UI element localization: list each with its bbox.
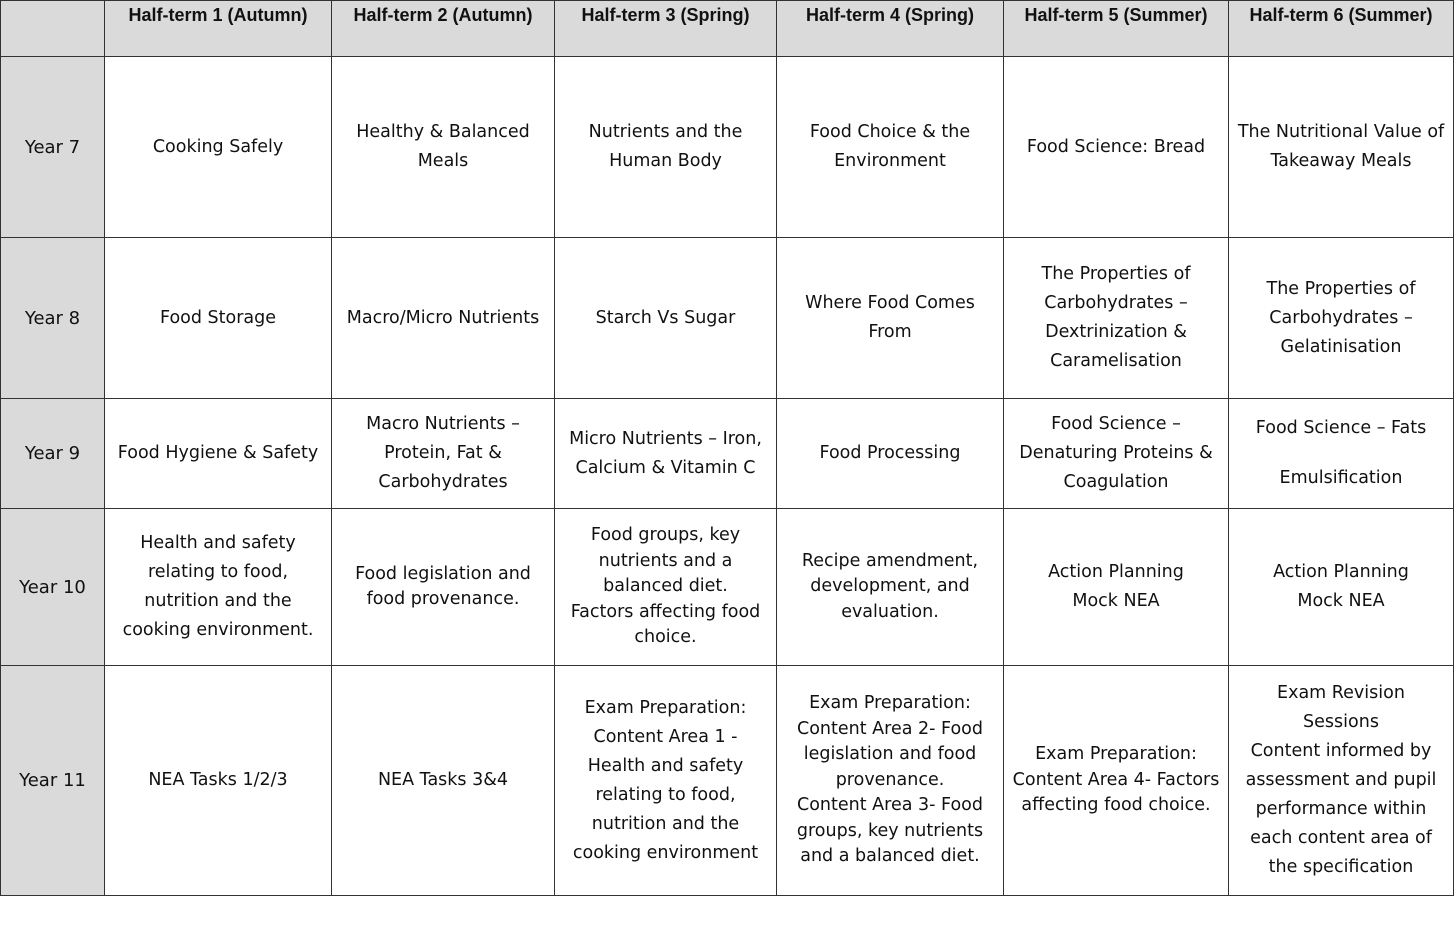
line-gap [1237, 443, 1445, 464]
year-label: Year 7 [1, 57, 105, 238]
topic-cell [1004, 57, 1229, 238]
topic-line: Food Science – Fats [1255, 418, 1427, 438]
topic-line: Food Hygiene & Safety [117, 443, 319, 463]
topic-line: Recipe amendment, [801, 550, 979, 571]
topic-line: Nutrients and the [588, 122, 743, 142]
topic-cell [105, 238, 332, 399]
topic-line: Macro Nutrients – [366, 414, 520, 434]
year-label: Year 10 [1, 509, 105, 666]
topic-cell [777, 666, 1004, 896]
topic-cell [1229, 399, 1454, 509]
topic-line: From [868, 322, 912, 342]
topic-cell [332, 399, 555, 509]
topic-line: Mock NEA [1297, 591, 1385, 611]
topic-line: Environment [834, 151, 946, 171]
topic-line: relating to food, [595, 784, 736, 805]
header-half-term-5: Half-term 5 (Summer) [1004, 1, 1229, 57]
topic-cell [105, 666, 332, 896]
topic-line: Exam Preparation: [1035, 744, 1197, 765]
topic-line: performance within [1255, 799, 1427, 819]
topic-line: legislation and food [803, 744, 977, 765]
topic-cell [1004, 509, 1229, 666]
topic-line: development, and [810, 576, 970, 597]
topic-line: Calcium & Vitamin C [575, 457, 756, 478]
topic-cell [777, 57, 1004, 238]
header-half-term-4: Half-term 4 (Spring) [777, 1, 1004, 57]
header-half-term-2: Half-term 2 (Autumn) [332, 1, 555, 57]
topic-cell [1004, 399, 1229, 509]
topic-line: Mock NEA [1072, 591, 1160, 611]
topic-line: Carbohydrates – [1269, 307, 1413, 328]
topic-line: Caramelisation [1050, 351, 1182, 371]
topic-line: cooking environment. [122, 620, 314, 640]
topic-line: Content Area 3- Food [797, 795, 983, 816]
topic-line: NEA Tasks 1/2/3 [148, 770, 288, 790]
topic-line: Food Processing [819, 443, 961, 463]
topic-line: Dextrinization & [1045, 322, 1187, 342]
topic-line: The Nutritional Value of [1237, 122, 1445, 142]
year-label: Year 8 [1, 238, 105, 399]
topic-line: Food groups, key [590, 525, 741, 546]
topic-line: relating to food, [147, 562, 289, 582]
topic-line: choice. [634, 627, 697, 648]
topic-cell [1004, 238, 1229, 399]
topic-cell [105, 57, 332, 238]
topic-cell [777, 238, 1004, 399]
topic-line: and a balanced diet. [800, 846, 980, 867]
topic-cell [555, 509, 777, 666]
topic-line: Food Science – [1051, 414, 1181, 434]
topic-line: Where Food Comes [805, 293, 975, 313]
topic-line: Starch Vs Sugar [595, 307, 736, 328]
topic-line: evaluation. [841, 601, 939, 622]
topic-line: food provenance. [366, 589, 520, 609]
topic-line: groups, key nutrients [796, 820, 984, 841]
topic-line: Exam Preparation: [809, 693, 971, 714]
topic-cell [1229, 57, 1454, 238]
topic-line: Cooking Safely [152, 136, 284, 157]
topic-line: the specification [1268, 857, 1414, 877]
topic-cell [332, 666, 555, 896]
topic-line: each content area of [1250, 828, 1432, 848]
topic-line: Protein, Fat & [384, 443, 502, 463]
topic-line: The Properties of [1041, 264, 1191, 284]
topic-line: Health and safety [140, 533, 296, 553]
topic-cell [332, 238, 555, 399]
topic-line: Action Planning [1273, 562, 1409, 582]
topic-cell [555, 238, 777, 399]
topic-cell [105, 509, 332, 666]
topic-line: affecting food choice. [1021, 795, 1211, 816]
topic-line: Factors affecting food [570, 601, 761, 622]
topic-line: assessment and pupil [1245, 770, 1437, 790]
topic-line: Micro Nutrients – Iron, [569, 428, 762, 449]
topic-line: nutrients and a [598, 550, 733, 571]
topic-cell [555, 666, 777, 896]
header-half-term-1: Half-term 1 (Autumn) [105, 1, 332, 57]
topic-cell [1229, 666, 1454, 896]
topic-line: Healthy & Balanced [356, 122, 530, 142]
topic-line: Meals [417, 151, 469, 171]
topic-cell [105, 399, 332, 509]
topic-line: Content Area 2- Food [797, 718, 983, 739]
topic-line: Content informed by [1250, 741, 1432, 761]
header-row [1, 1, 1454, 57]
topic-line: Content Area 1 - [593, 726, 738, 747]
topic-cell [555, 57, 777, 238]
topic-line: Macro/Micro Nutrients [346, 307, 540, 328]
topic-line: Exam Preparation: [584, 697, 747, 718]
topic-line: cooking environment [572, 842, 759, 863]
topic-line: Takeaway Meals [1270, 151, 1412, 171]
topic-line: Health and safety [587, 755, 744, 776]
topic-line: Food Storage [160, 307, 276, 328]
topic-line: Food legislation and [355, 563, 531, 584]
topic-line: Emulsification [1279, 468, 1403, 488]
topic-cell [1229, 238, 1454, 399]
topic-cell [332, 57, 555, 238]
topic-line: Content Area 4- Factors [1012, 769, 1220, 790]
topic-line: Gelatinisation [1280, 336, 1402, 357]
table-row [1, 399, 1454, 509]
topic-line: balanced diet. [603, 576, 728, 597]
topic-cell [777, 509, 1004, 666]
topic-line: Food Science: Bread [1026, 136, 1206, 157]
header-half-term-6: Half-term 6 (Summer) [1229, 1, 1454, 57]
topic-line: provenance. [835, 769, 945, 790]
corner-header [1, 1, 105, 57]
topic-cell [1004, 666, 1229, 896]
topic-cell [332, 509, 555, 666]
table-row [1, 509, 1454, 666]
year-label: Year 9 [1, 399, 105, 509]
table-row [1, 666, 1454, 896]
topic-line: Food Choice & the [809, 122, 971, 142]
table-row [1, 57, 1454, 238]
topic-cell [555, 399, 777, 509]
topic-line: Coagulation [1063, 472, 1169, 492]
table-row [1, 238, 1454, 399]
topic-line: Carbohydrates [378, 472, 508, 492]
topic-line: Carbohydrates – [1044, 293, 1188, 313]
topic-line: Action Planning [1048, 562, 1184, 582]
topic-cell [1229, 509, 1454, 666]
topic-line: NEA Tasks 3&4 [377, 770, 509, 790]
topic-line: The Properties of [1266, 278, 1416, 299]
topic-cell [777, 399, 1004, 509]
header-half-term-3: Half-term 3 (Spring) [555, 1, 777, 57]
topic-line: Human Body [609, 151, 722, 171]
topic-line: Exam Revision Sessions [1277, 683, 1405, 732]
year-label: Year 11 [1, 666, 105, 896]
topic-line: nutrition and the [591, 813, 740, 834]
topic-line: nutrition and the [144, 591, 292, 611]
topic-line: Denaturing Proteins & [1019, 443, 1213, 463]
